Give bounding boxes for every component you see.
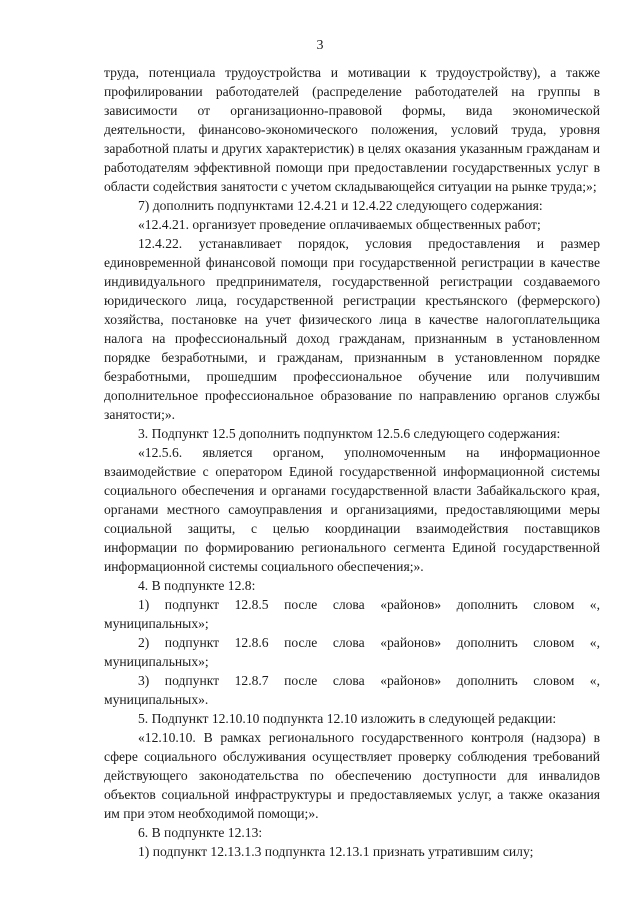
paragraph-12-4-21: «12.4.21. организует проведение оплачиваемых общественных работ;: [138, 217, 541, 232]
paragraph-item-4-2: 2) подпункт 12.8.6 после слова «районов» дополнить словом «, муниципальных»;: [104, 635, 600, 669]
paragraph-12-4-22: 12.4.22. устанавливает порядок, условия предоставления и размер единовременной финансовой помощи при государственной регистрации в качестве индивидуального предпринимателя, государственной регистрации создаваемого юридического лица, государственной регистрации крестьянского (фермерского) хозяйства, постановке на учет физического лица в качестве налогоплательщика налога на профессиональный доход гражданам, признанным в установленном порядке безработными, и гражданам, признанным в установленном порядке безработными, прошедшим профессиональное обучение или получившим дополнительное профессиональное образование по направлению органов службы занятости;».: [104, 236, 600, 422]
paragraph-item-4-3: 3) подпункт 12.8.7 после слова «районов» дополнить словом «, муниципальных».: [104, 673, 600, 707]
paragraph-item-7: 7) дополнить подпунктами 12.4.21 и 12.4.22 следующего содержания:: [138, 198, 543, 213]
paragraph-item-5: 5. Подпункт 12.10.10 подпункта 12.10 изложить в следующей редакции:: [138, 711, 557, 726]
paragraph-12-10-10: «12.10.10. В рамках регионального государственного контроля (надзора) в сфере социального обслуживания осуществляет проверку соблюдения требований действующего законодательства по обеспечению доступности для инвалидов объектов социальной инфраструктуры и предоставляемых услуг, а также оказания им при этом необходимой помощи;».: [104, 730, 600, 821]
paragraph-item-3: 3. Подпункт 12.5 дополнить подпунктом 12.5.6 следующего содержания:: [138, 426, 561, 441]
paragraph-item-6: 6. В подпункте 12.13:: [138, 825, 263, 840]
page-number: 3: [316, 38, 324, 53]
paragraph-continuation: труда, потенциала трудоустройства и мотивации к трудоустройству), а также профилировании работодателей (распределение работодателей на группы в зависимости от организационно-правовой формы, вида экономической деятельности, финансово-экономического положения, условий труда, уровня заработной платы и других характеристик) в целях оказания указанным гражданам и работодателям эффективной помощи при предоставлении государственных услуг в области содействия занятости с учетом складывающейся ситуации на рынке труда;»;: [104, 65, 600, 194]
paragraph-item-6-1: 1) подпункт 12.13.1.3 подпункта 12.13.1 признать утратившим силу;: [138, 844, 534, 859]
paragraph-item-4: 4. В подпункте 12.8:: [138, 578, 256, 593]
paragraph-12-5-6: «12.5.6. является органом, уполномоченным на информационное взаимодействие с оператором Единой государственной информационной системы социального обеспечения и органами государственной власти Забайкальского края, органами местного самоуправления и организациями, предоставляющими меры социальной защиты, с целью координации взаимодействия поставщиков информации по формированию регионального сегмента Единой государственной информационной системы социального обеспечения;».: [104, 445, 600, 574]
paragraph-item-4-1: 1) подпункт 12.8.5 после слова «районов» дополнить словом «, муниципальных»;: [104, 597, 600, 631]
document-body: [104, 63, 600, 861]
